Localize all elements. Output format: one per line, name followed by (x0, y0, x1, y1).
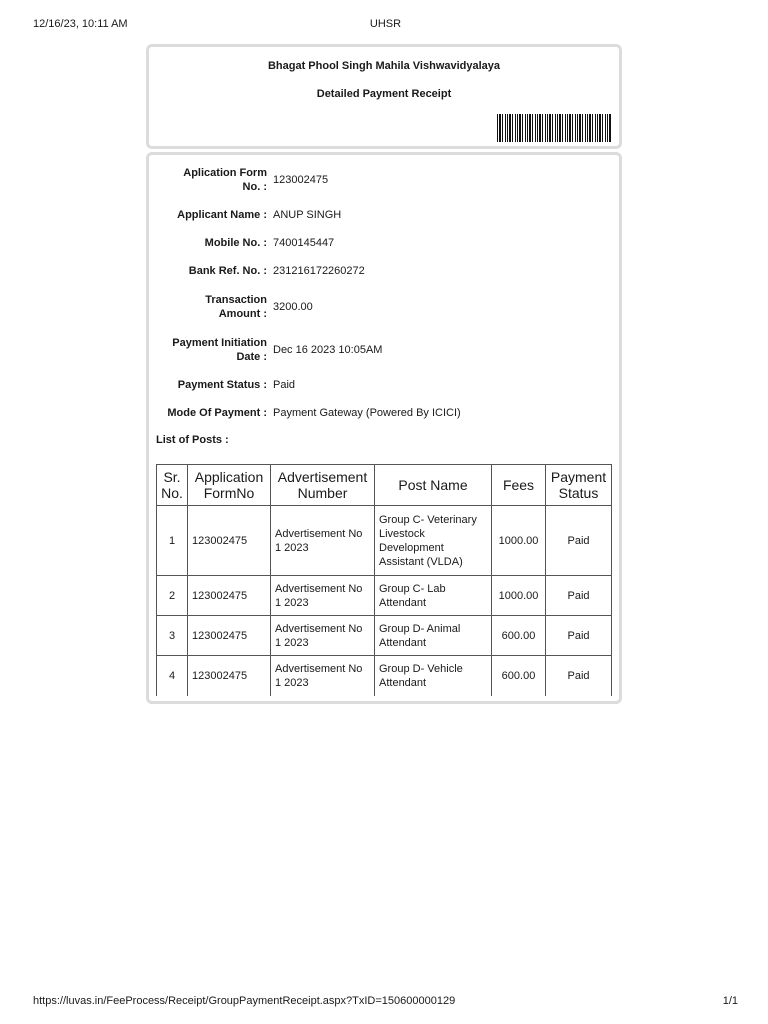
print-header (33, 18, 738, 32)
field-label-line2: No. : (242, 181, 267, 193)
field-applicant-name (149, 208, 625, 224)
table-row (157, 616, 612, 656)
cell-fees: 600.00 (492, 616, 546, 656)
field-label-line1: Aplication Form (183, 167, 267, 179)
cell-advertisement (271, 506, 375, 576)
field-payment-status (149, 378, 625, 394)
field-value: 7400145447 (273, 237, 335, 249)
header-text: Advertisement (277, 469, 368, 485)
header-payment-status (546, 465, 612, 506)
cell-text: Development (379, 541, 444, 554)
cell-form-no: 123002475 (188, 506, 271, 576)
print-url: https://luvas.in/FeeProcess/Receipt/GroupPaymentReceipt.aspx?TxID=150600000129 (33, 995, 456, 1007)
cell-advertisement (271, 656, 375, 696)
cell-sr-no: 2 (157, 576, 188, 616)
cell-text: Attendant (379, 676, 427, 689)
cell-payment-status: Paid (546, 616, 612, 656)
header-advertisement-number (271, 465, 375, 506)
posts-table-header (157, 465, 612, 506)
header-text: Application (194, 469, 264, 485)
cell-text: 1 2023 (275, 636, 309, 649)
cell-sr-no: 1 (157, 506, 188, 576)
field-label (155, 293, 267, 321)
cell-text: Advertisement No (275, 662, 363, 675)
cell-sr-no: 4 (157, 656, 188, 696)
cell-text: Advertisement No (275, 527, 363, 540)
table-row (157, 576, 612, 616)
field-value: 123002475 (273, 174, 329, 186)
cell-form-no: 123002475 (188, 576, 271, 616)
posts-list-label: List of Posts : (156, 434, 229, 446)
print-datetime: 12/16/23, 10:11 AM (33, 18, 128, 30)
cell-form-no: 123002475 (188, 616, 271, 656)
field-value: Paid (273, 379, 296, 391)
field-mobile-no (149, 236, 625, 252)
cell-post-name (375, 616, 492, 656)
header-text: FormNo (203, 485, 255, 501)
print-page-number: 1/1 (722, 995, 738, 1007)
field-label (155, 336, 267, 364)
receipt-details-card (146, 152, 622, 704)
cell-text: Attendant (379, 596, 427, 609)
field-value: Payment Gateway (Powered By ICICI) (273, 407, 461, 419)
cell-text: Group C- Lab (379, 582, 446, 595)
table-row (157, 656, 612, 696)
cell-sr-no: 3 (157, 616, 188, 656)
field-label: Bank Ref. No. : (188, 265, 267, 277)
table-row (157, 506, 612, 576)
header-sr-no (157, 465, 188, 506)
cell-payment-status: Paid (546, 506, 612, 576)
header-text: No. (161, 485, 183, 501)
header-text: Status (558, 485, 599, 501)
header-post-name: Post Name (375, 465, 492, 506)
field-label: Payment Status : (177, 379, 267, 391)
cell-post-name (375, 656, 492, 696)
field-label: Mobile No. : (204, 237, 267, 249)
field-transaction-amount (149, 292, 625, 322)
cell-text: Advertisement No (275, 582, 363, 595)
print-page-title: UHSR (369, 18, 402, 30)
barcode-icon (497, 114, 611, 142)
cell-advertisement (271, 616, 375, 656)
field-bank-ref-no (149, 264, 625, 280)
field-value: 3200.00 (273, 301, 313, 313)
cell-text: Advertisement No (275, 622, 363, 635)
cell-text: 1 2023 (275, 596, 309, 609)
field-label-line2: Amount : (218, 308, 267, 320)
field-label-line2: Date : (236, 351, 267, 363)
field-value: Dec 16 2023 10:05AM (273, 344, 383, 356)
cell-fees: 1000.00 (492, 506, 546, 576)
header-fees: Fees (492, 465, 546, 506)
cell-payment-status: Paid (546, 576, 612, 616)
print-footer (33, 995, 738, 1009)
cell-text: Attendant (379, 636, 427, 649)
cell-text: Group D- Vehicle (379, 662, 463, 675)
university-name: Bhagat Phool Singh Mahila Vishwavidyalaya (267, 60, 501, 72)
cell-form-no: 123002475 (188, 656, 271, 696)
header-text: Sr. (163, 469, 181, 485)
field-value: 231216172260272 (273, 265, 365, 277)
cell-text: 1 2023 (275, 541, 309, 554)
cell-text: Group D- Animal (379, 622, 461, 635)
posts-table (156, 464, 612, 696)
field-payment-initiation-date (149, 335, 625, 365)
field-application-form-no (149, 165, 625, 195)
header-application-formno (188, 465, 271, 506)
cell-text: 1 2023 (275, 676, 309, 689)
cell-fees: 600.00 (492, 656, 546, 696)
cell-advertisement (271, 576, 375, 616)
field-label: Mode Of Payment : (167, 407, 267, 419)
field-label-line1: Transaction (205, 294, 267, 306)
header-text: Payment (550, 469, 607, 485)
cell-text: Group C- Veterinary (379, 513, 477, 526)
cell-fees: 1000.00 (492, 576, 546, 616)
field-label: Applicant Name : (177, 209, 267, 221)
receipt-title: Detailed Payment Receipt (316, 88, 452, 100)
cell-text: Assistant (VLDA) (379, 555, 463, 568)
field-mode-of-payment (149, 406, 625, 422)
field-label (155, 166, 267, 194)
cell-post-name (375, 576, 492, 616)
cell-post-name (375, 506, 492, 576)
header-text: Number (297, 485, 348, 501)
receipt-header-card (146, 44, 622, 149)
field-label-line1: Payment Initiation (172, 337, 267, 349)
field-value: ANUP SINGH (273, 209, 342, 221)
cell-payment-status: Paid (546, 656, 612, 696)
cell-text: Livestock (379, 527, 425, 540)
